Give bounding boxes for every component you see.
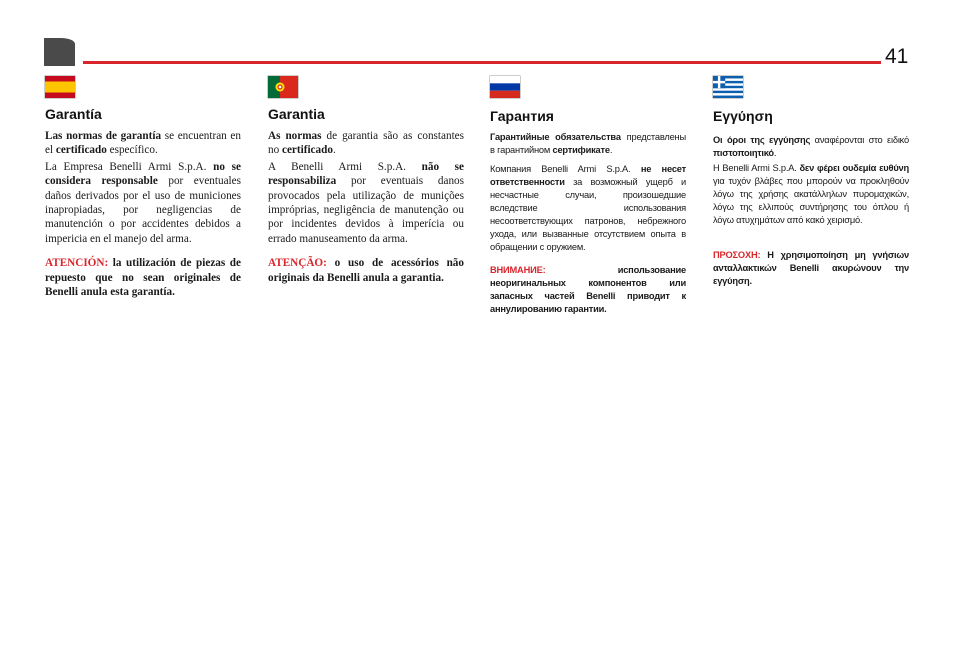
header-rule <box>83 61 881 64</box>
warning-paragraph: ATENCIÓN: la utilización de piezas de repuesto que no sean originales de Benelli anula esta garantía. <box>45 257 241 299</box>
column-russian <box>490 76 686 318</box>
section-heading: Garantia <box>268 106 325 122</box>
spain-flag-icon <box>45 76 75 98</box>
liability-paragraph: Компания Benelli Armi S.p.A. не несет ответственности за возможный ущерб и несчастные случаи, произошедшие вследствие использования несоответствующих патронов, небрежного ухода, или вызванные отсутствием опыта в обращении с оружием. <box>490 164 686 252</box>
chapter-tab-marker <box>44 38 75 66</box>
section-heading: Гарантия <box>490 108 554 124</box>
liability-paragraph: A Benelli Armi S.p.A. não se responsabiliza por eventuais danos provocados pela utilização de munições impróprias, negligência de manutenção ou por incidentes devidos à imperícia ou errado manuseamento da arma. <box>268 160 464 245</box>
column-portuguese <box>268 76 464 287</box>
page-number: 41 <box>885 45 909 68</box>
greece-flag-icon <box>713 76 743 98</box>
warranty-paragraph: As normas de garantia são as constantes no certificado. <box>268 130 464 157</box>
section-heading: Garantía <box>45 106 102 122</box>
russia-flag-icon <box>490 76 520 98</box>
portugal-flag-icon <box>268 76 298 98</box>
warranty-paragraph: Οι όροι της εγγύησης αναφέρονται στο ειδικό πιστοποιητικό. <box>713 135 909 158</box>
column-spanish <box>45 76 241 301</box>
warning-paragraph: ВНИМАНИЕ: использование неоригинальных компонентов или запасных частей Benelli приводит к аннулированию гарантии. <box>490 265 686 314</box>
liability-paragraph: Η Benelli Armi S.p.A. δεν φέρει ουδεμία ευθύνη για τυχόν βλάβες που μπορούν να προκληθούν λόγω της χρήσης ακατάλληλων πυρομαχικών, λόγω της ελλιπούς συντήρησης του όπλου ή λόγω ατυχημάτων από κακό χειρισμό. <box>713 163 909 225</box>
section-heading: Εγγύηση <box>713 108 773 124</box>
column-greek <box>713 76 909 290</box>
liability-paragraph: La Empresa Benelli Armi S.p.A. no se considera responsable por eventuales daños derivados por el uso de municiones inapropiadas, por negligencias de manutención o por accidentes debidos a impericia en el manejo del arma. <box>45 160 241 245</box>
warranty-paragraph: Гарантийные обязательства представлены в гарантийном сертификате. <box>490 132 686 155</box>
warning-paragraph: ATENÇÃO: o uso de acessórios não originais da Benelli anula a garantia. <box>268 257 464 284</box>
warning-paragraph: ΠΡΟΣΟΧΗ: Η χρησιμοποίηση μη γνήσιων ανταλλακτικών Benelli ακυρώνουν την εγγύηση. <box>713 250 909 286</box>
warranty-paragraph: Las normas de garantía se encuentran en el certificado específico. <box>45 130 241 157</box>
